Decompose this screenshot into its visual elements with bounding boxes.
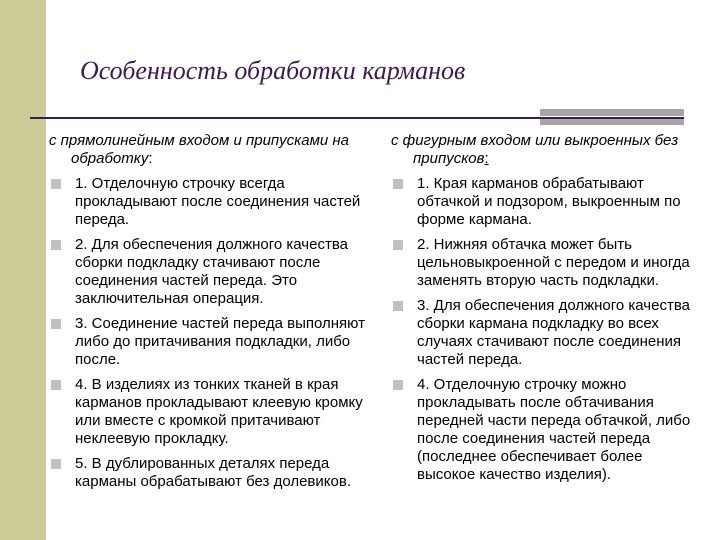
list-item — [49, 315, 371, 369]
list-item — [391, 297, 701, 369]
right-column — [391, 132, 701, 491]
list-item-text: 5. В дублированных деталях переда карманы обрабатывают без долевиков. — [75, 455, 351, 490]
square-bullet-icon — [51, 459, 61, 469]
list-item-text: 3. Соединение частей переда выполняют либо до притачивания подкладки, либо после. — [75, 315, 365, 368]
right-column-heading — [391, 132, 701, 168]
list-item-text: 4. Отделочную строчку можно прокладывать после обтачивания передней части переда обтачкой, либо после соединения частей переда (последнее обеспечивает более высокое качество изделия). — [417, 376, 691, 483]
square-bullet-icon — [51, 179, 61, 189]
list-item-text: 4. В изделиях из тонких тканей в края карманов прокладывают клеевую кромку или вместе с кромкой притачивают неклеевую прокладку. — [75, 376, 363, 447]
divider-accent-block-bottom — [540, 119, 684, 125]
square-bullet-icon — [393, 380, 403, 390]
list-item-text: 2. Нижняя обтачка может быть цельновыкроенной с передом и иногда заменять вторую часть подкладки. — [417, 236, 690, 289]
list-item-text: 1. Края карманов обрабатывают обтачкой и подзором, выкроенным по форме кармана. — [417, 175, 681, 228]
list-item — [49, 376, 371, 448]
slide-title: Особенность обработки карманов — [80, 56, 466, 85]
list-item-text: 2. Для обеспечения должного качества сборки подкладку стачивают после соединения частей переда. Это заключительная операция. — [75, 236, 348, 307]
square-bullet-icon — [393, 179, 403, 189]
list-item — [49, 175, 371, 229]
right-heading-text: с фигурным входом или выкроенных без припусков — [391, 132, 679, 167]
left-column-heading — [49, 132, 371, 168]
square-bullet-icon — [51, 240, 61, 250]
right-heading-colon: : — [484, 150, 489, 167]
list-item — [49, 455, 371, 491]
list-item — [391, 376, 701, 484]
left-column — [49, 132, 371, 498]
side-accent-bar — [0, 0, 46, 540]
list-item-text: 1. Отделочную строчку всегда прокладывают после соединения частей переда. — [75, 175, 361, 228]
list-item — [391, 236, 701, 290]
list-item-text: 3. Для обеспечения должного качества сборки кармана подкладку во всех случаях стачивают после соединения частей переда. — [417, 297, 690, 368]
square-bullet-icon — [393, 240, 403, 250]
list-item — [391, 175, 701, 229]
left-heading-text: с прямолинейным входом и припусками на обработку — [49, 132, 349, 167]
left-heading-colon: : — [148, 150, 153, 167]
square-bullet-icon — [393, 301, 403, 311]
square-bullet-icon — [51, 319, 61, 329]
list-item — [49, 236, 371, 308]
square-bullet-icon — [51, 380, 61, 390]
divider-accent-block-top — [540, 109, 684, 116]
